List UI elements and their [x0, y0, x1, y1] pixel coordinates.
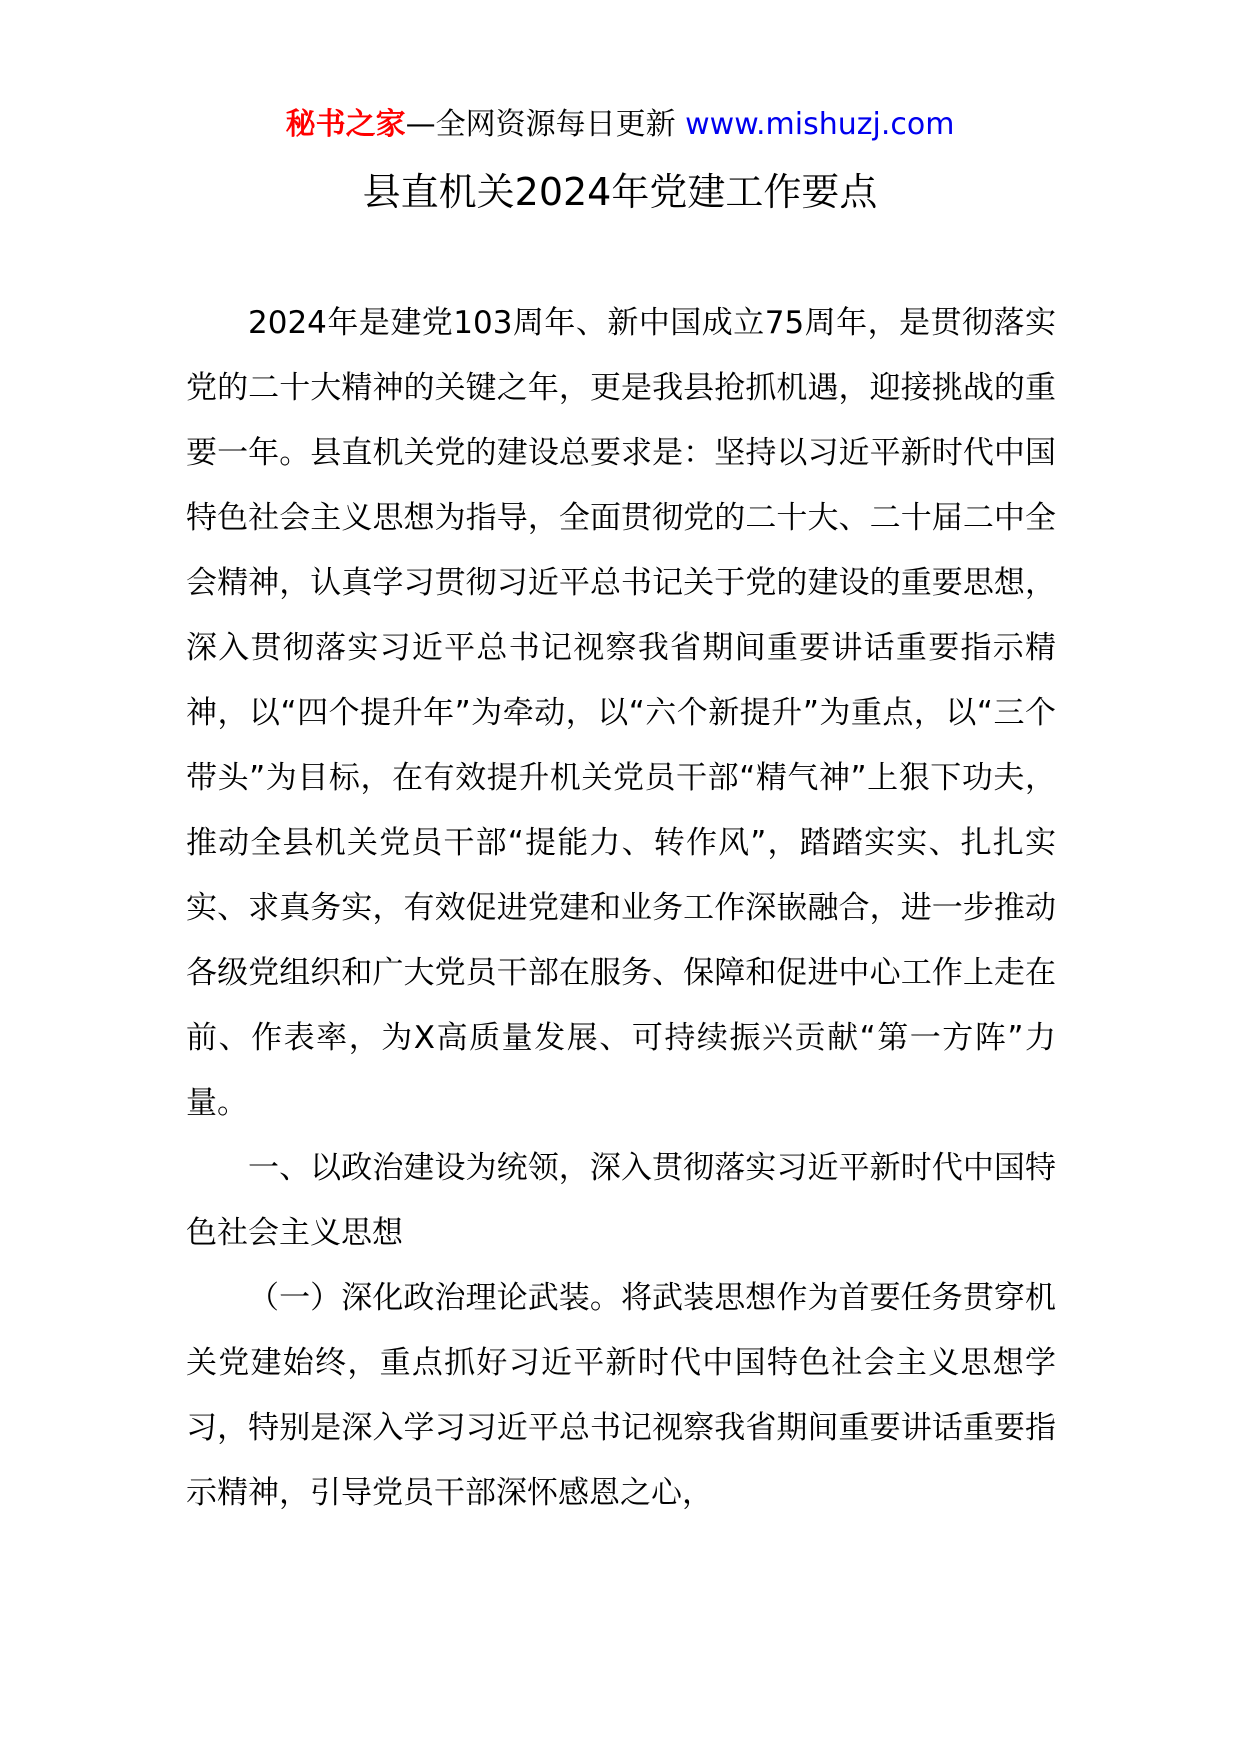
brand-name: 秘书之家	[285, 107, 406, 142]
header-tagline: —全网资源每日更新	[405, 107, 686, 142]
intro-paragraph: 2024年是建党103周年、新中国成立75周年，是贯彻落实党的二十大精神的关键之年，更是我县抢抓机遇，迎接挑战的重要一年。县直机关党的建设总要求是：坚持以习近平新时代中国特色社会主义思想为指导，全面贯彻党的二十大、二十届二中全会精神，认真学习贯彻习近平总书记关于党的建设的重要思想，深入贯彻落实习近平总书记视察我省期间重要讲话重要指示精神，以“四个提升年”为牵动，以“六个新提升”为重点，以“三个带头”为目标，在有效提升机关党员干部“精气神”上狠下功夫，推动全县机关党员干部“提能力、转作风”，踏踏实实、扎扎实实、求真务实，有效促进党建和业务工作深嵌融合，进一步推动各级党组织和广大党员干部在服务、保障和促进中心工作上走在前、作表率，为X高质量发展、可持续振兴贡献“第一方阵”力量。	[186, 305, 1056, 1121]
subsection-paragraph: （一）深化政治理论武装。将武装思想作为首要任务贯穿机关党建始终，重点抓好习近平新时代中国特色社会主义思想学习，特别是深入学习习近平总书记视察我省期间重要讲话重要指示精神，引导党员干部深怀感恩之心，	[186, 1280, 1056, 1511]
site-header	[0, 100, 1240, 150]
document-body	[186, 291, 1056, 1526]
site-link[interactable]: www.mishuzj.com	[685, 107, 955, 142]
section-heading: 一、以政治建设为统领，深入贯彻落实习近平新时代中国特色社会主义思想	[186, 1150, 1056, 1251]
document-title: 县直机关2024年党建工作要点	[362, 170, 878, 214]
